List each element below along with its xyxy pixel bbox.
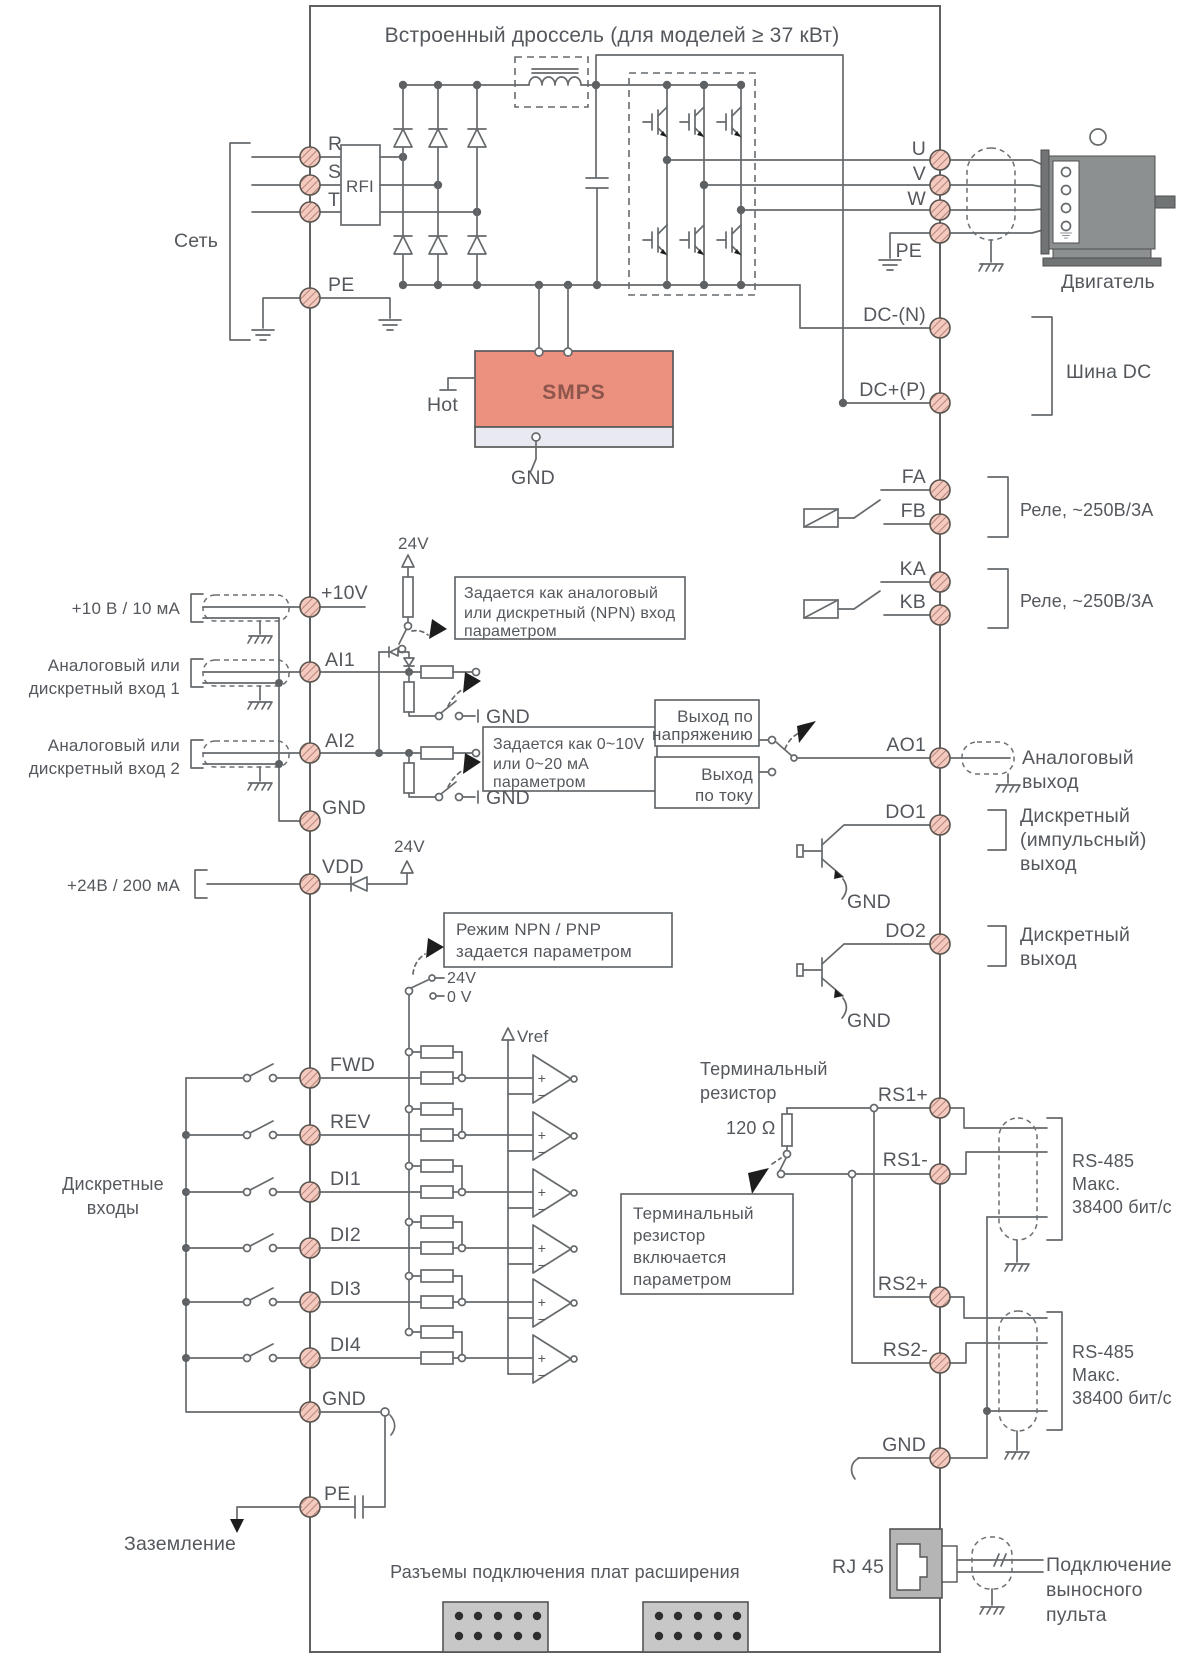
igbt-icon [643,225,667,255]
di3-label: DI3 [330,1278,361,1300]
relay-outputs-section [804,466,1154,628]
term-res-note3: включается [633,1248,727,1267]
expansion-connector-2 [643,1602,748,1652]
rs1m-label: RS1- [882,1149,928,1171]
di-row-di4 [186,1326,577,1383]
ai1-ext-label1: Аналоговый или [47,656,180,675]
cable-shield [967,148,1015,240]
terminal-s [300,175,320,195]
term-res-label2: резистор [700,1083,777,1103]
terminal-ai2 [300,743,320,763]
do2-label: DO2 [885,920,926,942]
chassis-ground-icon [1005,1264,1029,1271]
rs2-shield [999,1311,1037,1431]
motor-output-section [879,129,1175,293]
opamp-plus: + [537,1240,547,1256]
ext-10v-label: +10 В / 10 мА [71,599,180,618]
do2-gnd-label: GND [847,1010,891,1032]
sw-24v-label: 24V [447,970,477,987]
rs485-1-line2: Макс. [1072,1174,1121,1194]
chassis-ground-icon [996,785,1020,792]
chassis-ground-icon [1005,1452,1029,1459]
motor-label: Двигатель [1061,271,1155,293]
mains-label: Сеть [174,230,219,252]
di2-label: DI2 [330,1224,361,1246]
rs485-2-line3: 38400 бит/с [1072,1388,1172,1408]
note-ai2-line3: параметром [493,774,586,791]
remote-label3: пульта [1046,1604,1107,1626]
fa-label: FA [901,466,926,488]
fb-label: FB [900,500,926,522]
opamp-minus: − [537,1311,547,1327]
di-group-label2: входы [86,1198,140,1218]
di1-label: DI1 [330,1168,361,1190]
terminal-fb [930,514,950,534]
terminal-rs1p [930,1098,950,1118]
rs485-2-line2: Макс. [1072,1365,1121,1385]
relay1-rating-label: Реле, ~250В/3А [1020,500,1154,520]
rs485-2-line1: RS-485 [1072,1342,1135,1362]
terminal-r [300,147,320,167]
terminal-10v [300,597,320,617]
opamp-plus: + [537,1294,547,1310]
do1-desc-line2: (импульсный) [1020,829,1147,851]
digital-inputs-section [62,1027,577,1555]
opamp-plus: + [537,1350,547,1366]
term-res-note2: резистор [633,1226,706,1245]
npn-note-line2: задается параметром [456,942,632,961]
term-res-note1: Терминальный [633,1204,754,1223]
analog-output-line1: Аналоговый [1022,747,1134,769]
terminal-pe-out [930,223,950,243]
terminal-gnd-di [300,1402,320,1422]
terminal-u [930,150,950,170]
di-row-rev [186,1103,577,1160]
rs1p-label: RS1+ [877,1084,928,1106]
do1-gnd-label: GND [847,891,891,913]
rs2m-label: RS2- [882,1339,928,1361]
term-res-value: 120 Ω [726,1118,776,1138]
relay2-rating-label: Реле, ~250В/3А [1020,591,1154,611]
motor-icon [1041,129,1175,266]
terminal-ka [930,572,950,592]
voltage-output-line1: Выход по [677,707,753,726]
opamp-plus: + [537,1184,547,1200]
terminal-gnd-analog-label: GND [322,797,366,819]
terminal-w-label: W [907,188,926,210]
di-row-fwd [186,1046,577,1103]
expansion-connector-1 [443,1602,548,1652]
chassis-ground-icon [248,783,272,790]
rfi-label: RFI [346,177,374,196]
note-ai2-line1: Задается как 0~10V [493,736,645,753]
terminal-gnd-di-label: GND [322,1388,366,1410]
di-row-di2 [186,1216,577,1273]
note-ai1-line3: параметром [464,623,557,640]
opamp-minus: − [537,1367,547,1383]
rs485-section [621,1059,1172,1479]
terminal-do2 [930,934,950,954]
smps-section [427,285,673,489]
terminal-vdd-label: VDD [322,856,364,878]
terminal-pe-di [300,1497,320,1517]
igbt-dashed-box [629,73,755,295]
terminal-rs2p [930,1287,950,1307]
rj45-plug-icon [942,1546,957,1582]
do2-desc-line2: выход [1020,948,1077,970]
note-ai2-line2: или 0~20 мА [493,756,590,773]
smps-gnd-label: GND [511,467,555,489]
ai2-ext-label2: дискретный вход 2 [28,759,180,778]
terminal-ai1-label: AI1 [325,649,355,671]
terminal-rs2m [930,1353,950,1373]
dc-minus-label: DC-(N) [863,304,926,326]
fwd-label: FWD [330,1054,375,1076]
ai2-gnd-label: GND [486,787,530,809]
expansion-label: Разъемы подключения плат расширения [390,1562,740,1582]
ao1-label: AO1 [886,734,926,756]
do1-label: DO1 [885,801,926,823]
note-ai1-line2: или дискретный (NPN) вход [464,605,676,622]
shield-pair [203,595,289,621]
opamp-minus: − [537,1257,547,1273]
terminal-pe-in [300,288,320,308]
terminal-pe-out-label: PE [895,240,922,262]
ai2-ext-label1: Аналоговый или [47,736,180,755]
vdd-24v-label: 24V [394,837,425,856]
remote-label2: выносного [1046,1579,1143,1601]
terminal-do1 [930,815,950,835]
term-res-label1: Терминальный [700,1059,828,1079]
terminal-u-label: U [911,138,926,160]
earth-label: Заземление [124,1533,237,1555]
choke-dashed-box [515,57,588,107]
opamp-minus: − [537,1087,547,1103]
chassis-ground-icon [980,1607,1004,1614]
di4-label: DI4 [330,1334,361,1356]
rs485-1-line3: 38400 бит/с [1072,1197,1172,1217]
di-row-di1 [186,1160,577,1217]
terminal-gnd-rs [930,1448,950,1468]
analog-inputs-section [29,534,685,831]
chassis-ground-icon [248,702,272,709]
ai1-gnd-label: GND [486,706,530,728]
terminal-ao1 [930,748,950,768]
igbt-icon [643,107,667,137]
terminal-t [300,202,320,222]
terminal-pe-in-label: PE [328,274,355,296]
di-row-di3 [186,1270,577,1327]
do1-desc-line3: выход [1020,853,1077,875]
rs2p-label: RS2+ [877,1273,928,1295]
dc-bus-section [800,285,1151,415]
smps-label: SMPS [542,381,606,404]
igbt-icon [680,107,704,137]
kb-label: KB [899,591,926,613]
opamp-plus: + [537,1127,547,1143]
di-group-label1: Дискретные [62,1174,164,1194]
rs485-1-line1: RS-485 [1072,1151,1135,1171]
current-output-line2: по току [695,786,753,805]
smps-strip [475,427,673,447]
terminal-pe-di-label: PE [324,1483,351,1505]
outputs-section [652,700,1147,1032]
terminal-t-label: T [328,189,341,211]
gnd-rs-label: GND [882,1434,926,1456]
inverter-section [629,73,931,295]
terminal-dc-minus [930,318,950,338]
do1-desc-line1: Дискретный [1020,805,1131,827]
rs1-shield [999,1118,1037,1240]
voltage-output-line2: напряжению [652,725,753,744]
terminal-ai1 [300,662,320,682]
opamp-plus: + [537,1070,547,1086]
remote-cable-shield [972,1537,1012,1589]
terminal-dc-plus [930,393,950,413]
current-output-line1: Выход [701,765,753,784]
ai1-ext-label2: дискретный вход 1 [28,679,180,698]
note-ai1-line1: Задается как аналоговый [464,585,659,602]
remote-label1: Подключение [1046,1554,1172,1576]
dc-plus-label: DC+(P) [859,379,926,401]
terminal-kb [930,605,950,625]
opamp-minus: − [537,1144,547,1160]
bottom-section [390,1529,1172,1652]
earth-ground-icon [379,320,401,330]
terminal-gnd-analog [300,811,320,831]
npn-note-line1: Режим NPN / PNP [456,920,602,939]
vref-label: Vref [517,1027,549,1046]
term-res-note4: параметром [633,1270,732,1289]
internal-24v-label: 24V [398,534,429,553]
chassis-ground-icon [979,264,1003,271]
terminal-r-label: R [328,133,343,155]
terminal-rs1m [930,1164,950,1184]
sw-0v-label: 0 V [447,989,472,1006]
rj45-label: RJ 45 [832,1556,884,1578]
dc-bus-label: Шина DC [1066,361,1152,383]
terminal-v [930,175,950,195]
rev-label: REV [330,1111,371,1133]
vdd-section [67,837,425,898]
ka-label: KA [899,558,926,580]
terminal-ai2-label: AI2 [325,730,355,752]
terminal-fa [930,480,950,500]
terminal-vdd [300,874,320,894]
terminal-v-label: V [912,163,926,185]
igbt-icon [717,107,741,137]
analog-output-line2: выход [1022,771,1079,793]
do2-desc-line1: Дискретный [1020,924,1131,946]
chassis-ground-icon [248,636,272,643]
igbt-icon [680,225,704,255]
terminal-10v-label: +10V [321,582,368,604]
diagram-title: Встроенный дроссель (для моделей ≥ 37 кВт) [384,24,840,47]
terminal-s-label: S [328,161,342,183]
terminal-w [930,200,950,220]
smps-hot-label: Hot [427,394,458,416]
igbt-icon [717,225,741,255]
vdd-ext-label: +24В / 200 мА [66,876,180,895]
earth-ground-icon [252,330,274,340]
opamp-minus: − [537,1201,547,1217]
